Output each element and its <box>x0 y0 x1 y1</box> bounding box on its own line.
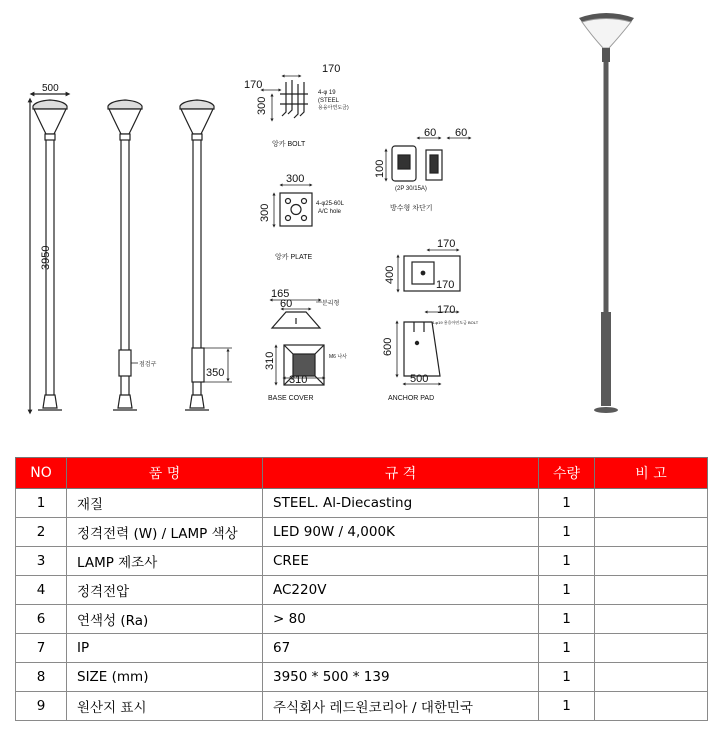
dim-head-width: 500 <box>42 83 59 94</box>
dim-box-height: 350 <box>206 367 225 379</box>
anchor-pad-caption: ANCHOR PAD <box>388 395 435 402</box>
row-spec: STEEL. Al-Diecasting <box>263 489 539 518</box>
pole-side-view <box>108 100 142 410</box>
row-note <box>595 547 708 576</box>
row-no: 6 <box>16 605 67 634</box>
base-cover-dim-w: 310 <box>289 374 308 386</box>
table-row <box>16 692 708 721</box>
table-row <box>16 634 708 663</box>
base-cover-note-top: 분리형 <box>322 301 340 307</box>
row-qty: 1 <box>539 489 595 518</box>
row-qty: 1 <box>539 576 595 605</box>
row-name: 원산지 표시 <box>67 692 263 721</box>
anchor-pad-dim-w: 500 <box>410 373 429 385</box>
row-note <box>595 489 708 518</box>
header-qty: 수량 <box>539 458 595 489</box>
row-no: 7 <box>16 634 67 663</box>
anchor-plate-dim-h: 300 <box>259 203 271 222</box>
header-name: 품 명 <box>67 458 263 489</box>
row-note <box>595 634 708 663</box>
row-spec: LED 90W / 4,000K <box>263 518 539 547</box>
inspection-hatch-label: 점검구 <box>139 362 157 368</box>
row-note <box>595 692 708 721</box>
anchor-bolt-note-1: 4-φ 19 <box>318 90 336 96</box>
anchor-plate-drawing <box>274 185 312 226</box>
spec-table <box>15 457 708 721</box>
anchor-plate-note-1: 4-φ25-60L <box>316 201 344 207</box>
anchor-pad-note: 4-φ19 용융아연도금 BOLT <box>432 320 479 325</box>
table-row <box>16 576 708 605</box>
table-row <box>16 547 708 576</box>
row-spec: AC220V <box>263 576 539 605</box>
anchor-bolt-note-2: (STEEL <box>318 98 340 104</box>
row-no: 9 <box>16 692 67 721</box>
pole-section-view <box>180 100 232 410</box>
row-name: 연색성 (Ra) <box>67 605 263 634</box>
anchor-bolt-dim-side: 300 <box>256 96 268 115</box>
row-no: 1 <box>16 489 67 518</box>
table-row <box>16 605 708 634</box>
breaker-dim-b: 60 <box>455 127 468 139</box>
breaker-dim-a: 60 <box>424 127 437 139</box>
row-note <box>595 518 708 547</box>
row-name: 재질 <box>67 489 263 518</box>
row-note <box>595 663 708 692</box>
row-note <box>595 576 708 605</box>
anchor-bolt-drawing <box>262 76 308 120</box>
row-spec: 주식회사 레드원코리아 / 대한민국 <box>263 692 539 721</box>
row-name: LAMP 제조사 <box>67 547 263 576</box>
top-view-dim-w: 170 <box>437 238 456 250</box>
row-qty: 1 <box>539 605 595 634</box>
top-view-dim-inner: 170 <box>436 279 455 291</box>
base-cover-dim-h: 310 <box>264 351 276 370</box>
row-no: 3 <box>16 547 67 576</box>
anchor-bolt-caption: 앙카 BOLT <box>272 141 306 148</box>
header-note: 비 고 <box>595 458 708 489</box>
row-spec: 3950 * 500 * 139 <box>263 663 539 692</box>
row-note <box>595 605 708 634</box>
row-name: 정격전압 <box>67 576 263 605</box>
breaker-dim-h: 100 <box>374 159 386 178</box>
row-spec: CREE <box>263 547 539 576</box>
anchor-pad-dim-top: 170 <box>437 304 456 316</box>
pole-render <box>579 13 634 413</box>
row-qty: 1 <box>539 518 595 547</box>
anchor-bolt-dim-top: 170 <box>322 63 341 75</box>
base-cover-dim-165: 165 <box>271 288 290 300</box>
row-no: 8 <box>16 663 67 692</box>
table-header-row <box>16 458 708 489</box>
row-spec: 67 <box>263 634 539 663</box>
table-row <box>16 663 708 692</box>
row-qty: 1 <box>539 634 595 663</box>
header-no: NO <box>16 458 67 489</box>
anchor-pad-dim-h: 600 <box>382 337 394 356</box>
header-spec: 규 격 <box>263 458 539 489</box>
row-no: 2 <box>16 518 67 547</box>
anchor-bolt-note-3: 용융아연도금) <box>318 105 349 111</box>
base-cover-caption: BASE COVER <box>268 395 314 402</box>
row-qty: 1 <box>539 692 595 721</box>
breaker-drawing <box>386 138 470 181</box>
row-spec: > 80 <box>263 605 539 634</box>
table-row <box>16 518 708 547</box>
base-cover-note-side: M6 나사 <box>329 354 347 360</box>
top-view-dim-h: 400 <box>384 265 396 284</box>
row-qty: 1 <box>539 547 595 576</box>
breaker-caption: 방수형 차단기 <box>390 205 433 212</box>
row-name: IP <box>67 634 263 663</box>
table-row <box>16 489 708 518</box>
row-name: SIZE (mm) <box>67 663 263 692</box>
breaker-note: (2P 30/15A) <box>395 186 427 192</box>
anchor-bolt-dim-left: 170 <box>244 79 263 91</box>
anchor-plate-dim-w: 300 <box>286 173 305 185</box>
base-cover-dim-60: 60 <box>280 298 293 310</box>
dim-pole-height: 3950 <box>40 245 52 270</box>
row-no: 4 <box>16 576 67 605</box>
base-cover-drawing <box>271 300 324 385</box>
row-name: 정격전력 (W) / LAMP 색상 <box>67 518 263 547</box>
anchor-plate-caption: 앙카 PLATE <box>275 254 313 261</box>
row-qty: 1 <box>539 663 595 692</box>
anchor-plate-note-2: A/C hole <box>318 209 342 215</box>
